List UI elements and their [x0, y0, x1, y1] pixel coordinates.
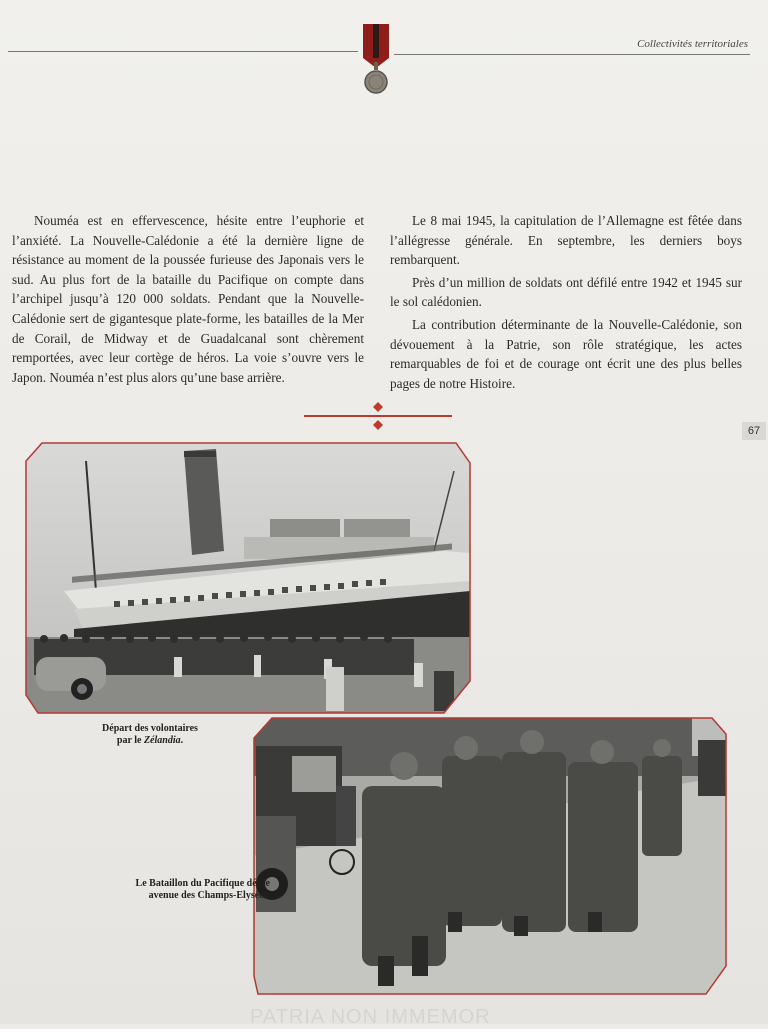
paragraph: Nouméa est en effervescence, hésite entre l’euphorie et l’anxiété. La Nouvelle-Calédonie a été la dernière ligne de résistance au moment de la poussée furieuse des Japonais vers le sud. Au plus fort de la bataille du Pacifique on compte dans l’archipel jusqu’à 120 000 soldats. Pendant que la Nouvelle-Calédonie sert de gigantesque plate-forme, les batailles de la Mer de Corail, de Midway et de Guadalcanal sont chèrement remportées, avec leur cortège de héros. La voie s’ouvre vers le Japon. Nouméa n’est plus alors qu’une base arrière. — [12, 213, 364, 385]
page-number: 67 — [742, 422, 766, 440]
text-column-right — [390, 211, 742, 393]
header-rule-left — [8, 51, 358, 52]
ship-name: Zélandia — [143, 735, 181, 746]
caption-ship — [50, 723, 250, 747]
text-column-left — [12, 211, 364, 387]
caption-ship-prefix: par le — [116, 735, 144, 746]
header-rule-right — [394, 54, 750, 55]
caption-ship-line2 — [50, 735, 250, 747]
caption-ship-suffix: . — [180, 735, 184, 746]
paragraph: Près d’un million de soldats ont défilé entre 1942 et 1945 sur le sol calédonien. — [390, 274, 742, 310]
paragraph: La contribution déterminante de la Nouvelle-Calédonie, son dévouement à la Patrie, son rôle stratégique, les actes remarquables de foi et de courage ont écrit une des plus belles pages de notre Histoire. — [390, 316, 742, 391]
running-header: Collectivités territoriales — [637, 38, 748, 50]
paragraph: Le 8 mai 1945, la capitulation de l’Allemagne est fêtée dans l’allégresse générale. En septembre, les derniers boys rembarquent. — [390, 213, 742, 268]
caption-ship-line1: Départ des volontaires — [102, 723, 198, 734]
caption-battalion-line1: Le Bataillon du Pacifique défile — [135, 878, 270, 889]
caption-battalion — [40, 878, 270, 902]
photo-battalion-parade — [252, 716, 728, 998]
photo-ship-departure — [24, 441, 474, 717]
footer-watermark: PATRIA NON IMMEMOR — [250, 1006, 491, 1028]
caption-battalion-line2: avenue des Champs-Elysées. — [148, 890, 270, 901]
medal-icon — [360, 24, 392, 98]
ornament-divider — [304, 400, 452, 432]
